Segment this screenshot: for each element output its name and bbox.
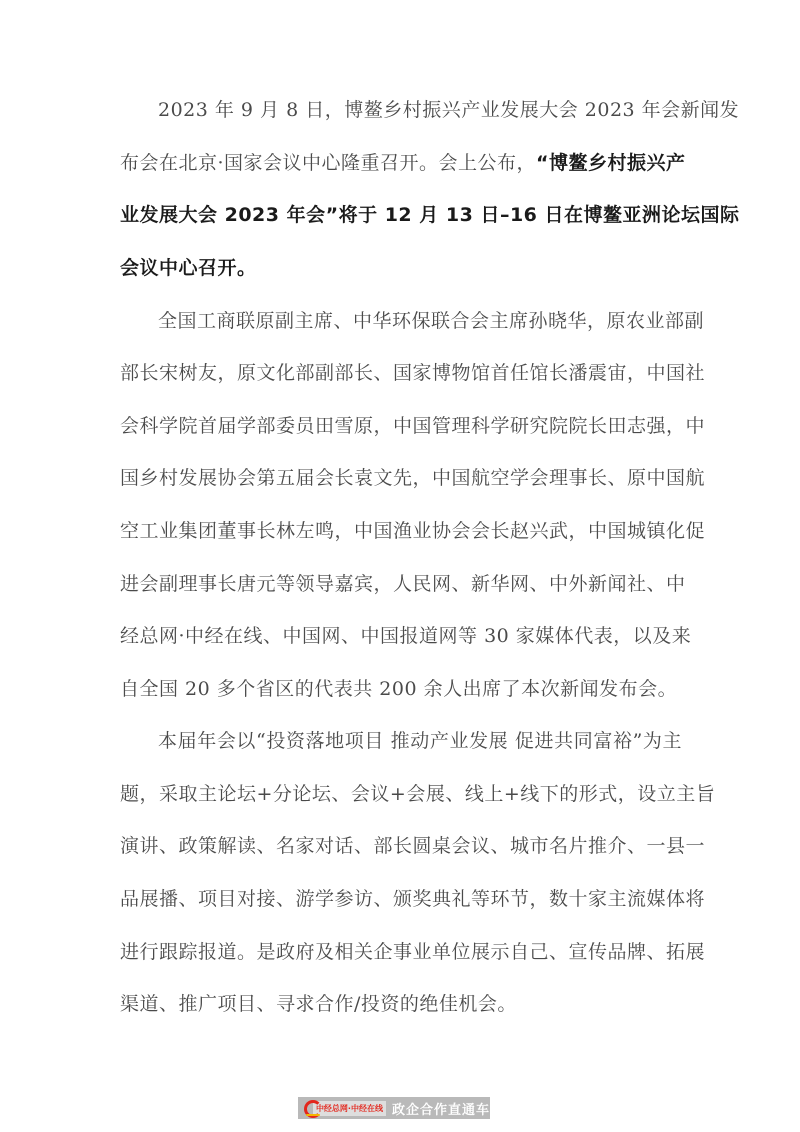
text-segment: 本届年会以“投资落地项目 推动产业发展 促进共同富裕”为主 <box>158 730 682 752</box>
text-line <box>120 253 682 283</box>
text-line <box>120 148 686 178</box>
watermark-slogan: 政企合作直通车 <box>391 1102 490 1118</box>
text-segment: 进行跟踪报道。是政府及相关企事业单位展示自己、宣传品牌、拓展 <box>120 941 706 963</box>
text-line <box>120 358 706 388</box>
bold-text-segment: 业发展大会 2023 年会”将于 12 月 13 日–16 日在博鳌亚洲论坛国际 <box>120 204 740 226</box>
text-segment: 渠道、推广项目、寻求合作/投资的绝佳机会。 <box>120 993 517 1015</box>
text-segment: 部长宋树友，原文化部副部长、国家博物馆首任馆长潘震宙，中国社 <box>120 362 706 384</box>
text-line <box>158 95 740 125</box>
text-line <box>120 674 682 704</box>
text-line <box>120 831 706 861</box>
text-segment: 2023 年 9 月 8 日，博鳌乡村振兴产业发展大会 2023 年会新闻发 <box>158 99 740 121</box>
text-line <box>120 200 740 230</box>
footer-watermark-banner <box>298 1097 490 1119</box>
text-segment: 会科学院首届学部委员田雪原，中国管理科学研究院院长田志强，中 <box>120 415 706 437</box>
text-line <box>120 411 706 441</box>
text-line <box>120 569 686 599</box>
text-line <box>158 306 705 336</box>
text-segment: 布会在北京·国家会议中心隆重召开。会上公布， <box>120 152 537 174</box>
text-line <box>120 516 706 546</box>
text-segment: 全国工商联原副主席、中华环保联合会主席孙晓华，原农业部副 <box>158 310 705 332</box>
text-line <box>120 779 716 809</box>
bold-text-segment: 会议中心召开。 <box>120 257 257 279</box>
text-segment: 空工业集团董事长林左鸣，中国渔业协会会长赵兴武，中国城镇化促 <box>120 520 706 542</box>
text-line <box>120 621 692 651</box>
text-segment: 演讲、政策解读、名家对话、部长圆桌会议、城市名片推介、一县一 <box>120 835 706 857</box>
watermark-brand-text: 中经总网·中经在线 <box>313 1101 386 1116</box>
text-segment: 自全国 20 多个省区的代表共 200 余人出席了本次新闻发布会。 <box>120 678 678 700</box>
text-segment: 品展播、项目对接、游学参访、颁奖典礼等环节，数十家主流媒体将 <box>120 888 706 910</box>
red-c-logo-icon <box>304 1099 312 1117</box>
text-segment: 题，采取主论坛+分论坛、会议+会展、线上+线下的形式，设立主旨 <box>120 783 716 805</box>
text-segment: 国乡村发展协会第五届会长袁文先，中国航空学会理事长、原中国航 <box>120 467 706 489</box>
text-line <box>120 937 706 967</box>
text-segment: 经总网·中经在线、中国网、中国报道网等 30 家媒体代表，以及来 <box>120 625 692 647</box>
text-line <box>158 726 682 756</box>
text-segment: 进会副理事长唐元等领导嘉宾，人民网、新华网、中外新闻社、中 <box>120 573 686 595</box>
bold-text-segment: “博鳌乡村振兴产 <box>536 152 686 174</box>
text-line <box>120 884 706 914</box>
text-line <box>120 463 706 493</box>
text-line <box>120 989 682 1019</box>
